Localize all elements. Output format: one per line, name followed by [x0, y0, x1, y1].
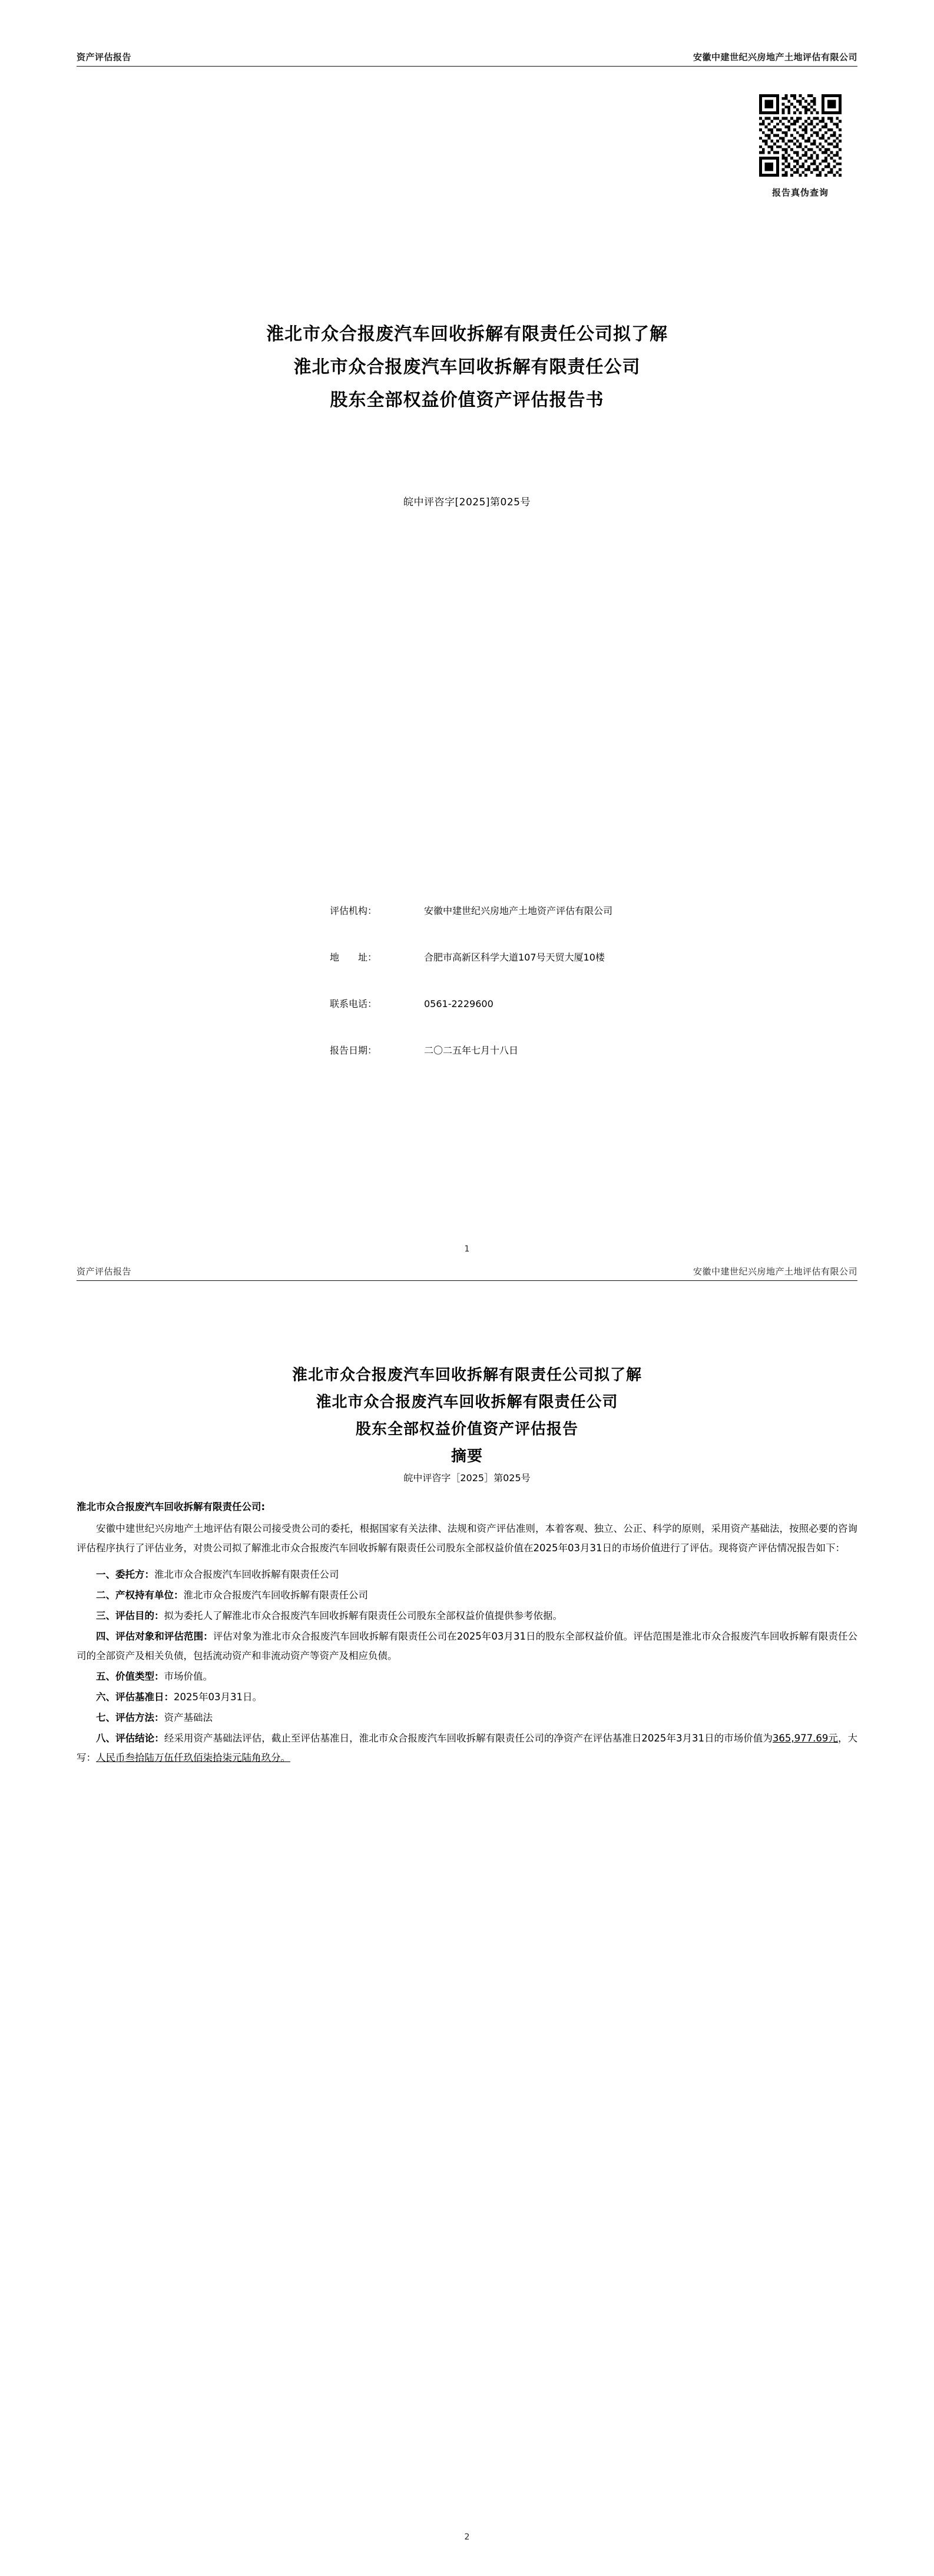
page-1-header — [77, 51, 857, 67]
info-row-address — [0, 948, 934, 968]
summary-item-4-label: 评估对象和评估范围： — [115, 1631, 213, 1642]
summary-title — [0, 1362, 934, 1470]
info-label-date: 报告日期： — [330, 1045, 377, 1056]
summary-item-8-label: 评估结论： — [115, 1733, 164, 1744]
summary-title-line-4: 摘要 — [451, 1448, 483, 1465]
summary-item-8-text: 经采用资产基础法评估，截止至评估基准日，淮北市众合报废汽车回收拆解有限责任公司的净资产在评估基准日2025年3月31日的市场价值为 — [164, 1733, 773, 1744]
info-value-phone: 0561-2229600 — [424, 998, 494, 1009]
cover-title-line-3: 股东全部权益价值资产评估报告书 — [330, 390, 604, 410]
info-label-phone: 联系电话： — [330, 998, 377, 1009]
page-2 — [0, 1291, 934, 2576]
summary-item-3-text: 拟为委托人了解淮北市众合报废汽车回收拆解有限责任公司股东全部权益价值提供参考依据。 — [164, 1610, 562, 1621]
footer-left-text: 资产评估报告 — [77, 1266, 132, 1277]
summary-item-1-label: 委托方： — [115, 1569, 154, 1580]
summary-item-3 — [77, 1606, 857, 1625]
summary-item-2-label: 产权持有单位： — [115, 1590, 184, 1601]
info-row-date — [0, 1041, 934, 1061]
info-label-address: 地 址： — [330, 952, 377, 963]
summary-item-8-no: 八、 — [96, 1733, 116, 1744]
cover-info-block — [0, 901, 934, 1087]
info-value-agency: 安徽中建世纪兴房地产土地资产评估有限公司 — [424, 905, 613, 916]
summary-body — [77, 1497, 857, 1769]
summary-title-line-2: 淮北市众合报废汽车回收拆解有限责任公司 — [316, 1393, 618, 1411]
summary-item-6-no: 六、 — [96, 1691, 115, 1703]
summary-item-5-text: 市场价值。 — [164, 1671, 213, 1682]
summary-conclusion-words: 人民币叁拾陆万伍仟玖佰柒拾柒元陆角玖分。 — [96, 1752, 290, 1763]
summary-item-6-text: 2025年03月31日。 — [174, 1691, 262, 1703]
summary-item-2-text: 淮北市众合报废汽车回收拆解有限责任公司 — [183, 1590, 368, 1601]
header-right-text: 安徽中建世纪兴房地产土地评估有限公司 — [693, 52, 857, 62]
qr-code-icon[interactable] — [759, 94, 842, 177]
cover-title-line-1: 淮北市众合报废汽车回收拆解有限责任公司拟了解 — [266, 324, 668, 345]
summary-item-7-label: 评估方法： — [115, 1712, 164, 1723]
summary-item-3-no: 三、 — [96, 1610, 115, 1621]
summary-title-line-1: 淮北市众合报废汽车回收拆解有限责任公司拟了解 — [292, 1366, 642, 1384]
info-row-phone — [0, 994, 934, 1014]
summary-title-line-3: 股东全部权益价值资产评估报告 — [355, 1421, 578, 1438]
cover-doc-number: 皖中评咨字[2025]第025号 — [403, 496, 531, 508]
summary-item-2-no: 二、 — [96, 1590, 115, 1601]
summary-item-5-label: 价值类型： — [115, 1671, 164, 1682]
summary-item-7 — [77, 1708, 857, 1727]
page-1-footer-rule — [77, 1265, 857, 1281]
qr-caption: 报告真伪查询 — [771, 187, 829, 198]
summary-item-7-no: 七、 — [96, 1712, 115, 1723]
summary-conclusion-tail: ，大写： — [77, 1733, 857, 1763]
summary-item-3-label: 评估目的： — [115, 1610, 164, 1621]
cover-title — [0, 318, 934, 417]
summary-item-4 — [77, 1627, 857, 1666]
cover-title-line-2: 淮北市众合报废汽车回收拆解有限责任公司 — [293, 357, 641, 378]
summary-item-8 — [77, 1729, 857, 1767]
summary-item-1 — [77, 1565, 857, 1584]
page-2-number: 2 — [464, 2532, 470, 2542]
summary-item-5-no: 五、 — [96, 1671, 115, 1682]
summary-addressee: 淮北市众合报废汽车回收拆解有限责任公司: — [77, 1501, 266, 1512]
summary-item-4-no: 四、 — [96, 1631, 116, 1642]
page-1-number: 1 — [464, 1244, 470, 1254]
footer-right-text: 安徽中建世纪兴房地产土地评估有限公司 — [693, 1266, 857, 1277]
header-left-text: 资产评估报告 — [77, 52, 132, 62]
summary-conclusion-value: 365,977.69元 — [772, 1733, 838, 1744]
summary-item-6 — [77, 1687, 857, 1707]
summary-item-6-label: 评估基准日： — [115, 1691, 174, 1703]
summary-item-5 — [77, 1667, 857, 1686]
info-value-address: 合肥市高新区科学大道107号天贸大厦10楼 — [424, 952, 605, 963]
summary-item-1-text: 淮北市众合报废汽车回收拆解有限责任公司 — [154, 1569, 339, 1580]
info-value-date: 二〇二五年七月十八日 — [424, 1045, 519, 1056]
summary-item-4-text: 评估对象为淮北市众合报废汽车回收拆解有限责任公司在2025年03月31日的股东全部权益价值。评估范围是淮北市众合报废汽车回收拆解有限责任公司的全部资产及相关负债，包括流动资产和非流动资产等资产及相应负债。 — [77, 1631, 858, 1661]
info-label-agency: 评估机构： — [330, 905, 377, 916]
summary-item-2 — [77, 1585, 857, 1605]
summary-intro: 安徽中建世纪兴房地产土地评估有限公司接受贵公司的委托，根据国家有关法律、法规和资产评估准则，本着客观、独立、公正、科学的原则，采用资产基础法，按照必要的咨询评估程序执行了评估业务，对贵公司拟了解淮北市众合报废汽车回收拆解有限责任公司股东全部权益价值在2025年03月31日的市场价值进行了评估。现将资产评估情况报告如下： — [77, 1523, 857, 1554]
qr-block — [754, 94, 847, 198]
summary-doc-number: 皖中评咨字［2025］第025号 — [403, 1472, 531, 1484]
summary-item-7-text: 资产基础法 — [164, 1712, 213, 1723]
info-row-agency — [0, 901, 934, 921]
summary-item-1-no: 一、 — [96, 1569, 115, 1580]
